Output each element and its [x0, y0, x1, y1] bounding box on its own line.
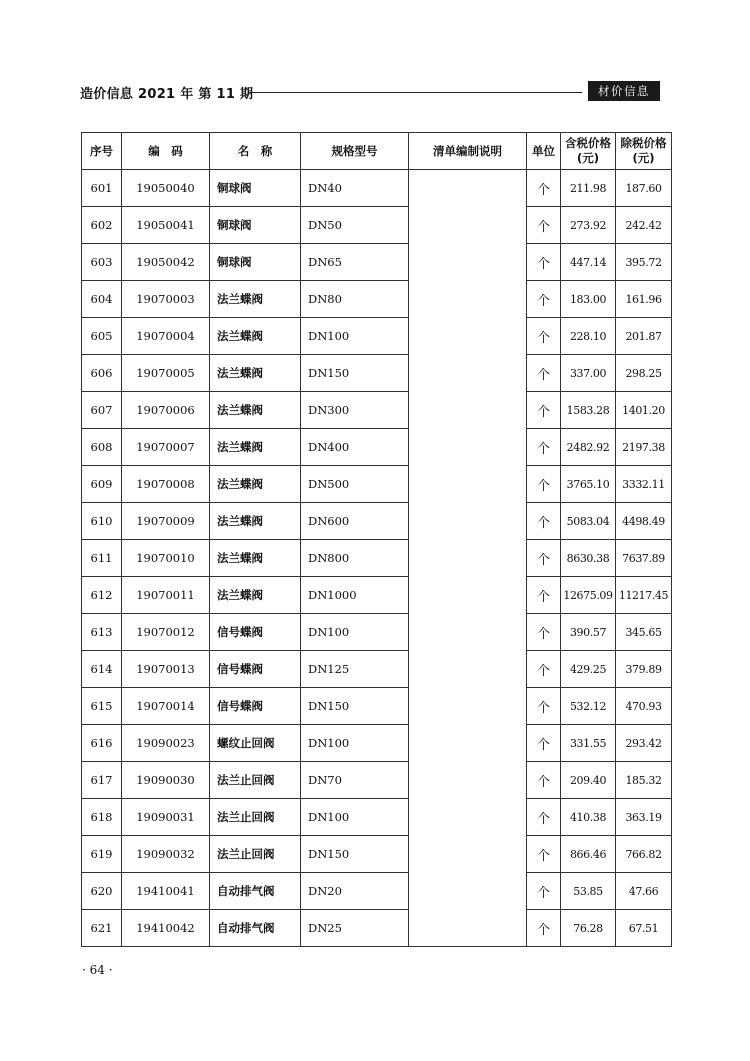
- unit-cell: 个: [527, 466, 561, 503]
- unit-cell: 个: [527, 836, 561, 873]
- price-without-tax-cell: 185.32: [616, 762, 672, 799]
- code-cell: 19090031: [122, 799, 210, 836]
- price-with-tax-cell: 2482.92: [561, 429, 616, 466]
- table-row: [82, 873, 672, 910]
- row-number-cell: 620: [82, 873, 122, 910]
- row-number-cell: 601: [82, 170, 122, 207]
- table-row: [82, 688, 672, 725]
- row-number-cell: 617: [82, 762, 122, 799]
- code-cell: 19070006: [122, 392, 210, 429]
- name-cell: 法兰蝶阀: [210, 540, 301, 577]
- unit-cell: 个: [527, 207, 561, 244]
- price-with-tax-cell: 447.14: [561, 244, 616, 281]
- description-cell: [409, 170, 527, 947]
- col-header-code: 编 码: [122, 133, 210, 170]
- col-header-no: 序号: [82, 133, 122, 170]
- name-cell: 法兰止回阀: [210, 762, 301, 799]
- table-header: [82, 133, 672, 170]
- code-cell: 19410041: [122, 873, 210, 910]
- row-number-cell: 613: [82, 614, 122, 651]
- price-table: [81, 132, 672, 947]
- price-with-tax-cell: 5083.04: [561, 503, 616, 540]
- price-with-tax-cell: 209.40: [561, 762, 616, 799]
- code-cell: 19410042: [122, 910, 210, 947]
- row-number-cell: 608: [82, 429, 122, 466]
- unit-cell: 个: [527, 688, 561, 725]
- spec-cell: DN100: [301, 614, 409, 651]
- name-cell: 法兰蝶阀: [210, 466, 301, 503]
- spec-cell: DN400: [301, 429, 409, 466]
- price-without-tax-cell: 766.82: [616, 836, 672, 873]
- price-with-tax-cell: 12675.09: [561, 577, 616, 614]
- price-with-tax-cell: 183.00: [561, 281, 616, 318]
- name-cell: 法兰止回阀: [210, 836, 301, 873]
- spec-cell: DN500: [301, 466, 409, 503]
- price-with-tax-cell: 273.92: [561, 207, 616, 244]
- unit-cell: 个: [527, 318, 561, 355]
- page-number: · 64 ·: [82, 963, 113, 977]
- unit-cell: 个: [527, 503, 561, 540]
- row-number-cell: 611: [82, 540, 122, 577]
- unit-cell: 个: [527, 392, 561, 429]
- price-without-tax-cell: 11217.45: [616, 577, 672, 614]
- row-number-cell: 607: [82, 392, 122, 429]
- spec-cell: DN150: [301, 836, 409, 873]
- unit-cell: 个: [527, 725, 561, 762]
- name-cell: 信号蝶阀: [210, 614, 301, 651]
- col-header-price-notax: 除税价格(元): [616, 133, 672, 170]
- name-cell: 法兰蝶阀: [210, 318, 301, 355]
- row-number-cell: 610: [82, 503, 122, 540]
- name-cell: 法兰蝶阀: [210, 577, 301, 614]
- table-row: [82, 392, 672, 429]
- row-number-cell: 616: [82, 725, 122, 762]
- price-with-tax-cell: 390.57: [561, 614, 616, 651]
- price-with-tax-cell: 8630.38: [561, 540, 616, 577]
- table-row: [82, 762, 672, 799]
- unit-cell: 个: [527, 281, 561, 318]
- price-with-tax-cell: 331.55: [561, 725, 616, 762]
- price-without-tax-cell: 1401.20: [616, 392, 672, 429]
- spec-cell: DN65: [301, 244, 409, 281]
- name-cell: 法兰蝶阀: [210, 503, 301, 540]
- spec-cell: DN70: [301, 762, 409, 799]
- price-with-tax-cell: 1583.28: [561, 392, 616, 429]
- price-without-tax-cell: 187.60: [616, 170, 672, 207]
- price-without-tax-cell: 4498.49: [616, 503, 672, 540]
- price-without-tax-cell: 2197.38: [616, 429, 672, 466]
- row-number-cell: 609: [82, 466, 122, 503]
- unit-cell: 个: [527, 873, 561, 910]
- spec-cell: DN50: [301, 207, 409, 244]
- table-row: [82, 614, 672, 651]
- table-row: [82, 651, 672, 688]
- price-with-tax-cell: 337.00: [561, 355, 616, 392]
- row-number-cell: 618: [82, 799, 122, 836]
- name-cell: 信号蝶阀: [210, 688, 301, 725]
- code-cell: 19050042: [122, 244, 210, 281]
- table-row: [82, 503, 672, 540]
- price-without-tax-cell: 47.66: [616, 873, 672, 910]
- unit-cell: 个: [527, 614, 561, 651]
- spec-cell: DN600: [301, 503, 409, 540]
- price-without-tax-cell: 161.96: [616, 281, 672, 318]
- spec-cell: DN150: [301, 355, 409, 392]
- code-cell: 19070010: [122, 540, 210, 577]
- col-header-desc: 清单编制说明: [409, 133, 527, 170]
- price-with-tax-cell: 866.46: [561, 836, 616, 873]
- spec-cell: DN25: [301, 910, 409, 947]
- row-number-cell: 612: [82, 577, 122, 614]
- publication-title: 造价信息 2021 年 第 11 期: [80, 87, 254, 102]
- table-row: [82, 355, 672, 392]
- col-header-unit: 单位: [527, 133, 561, 170]
- name-cell: 法兰止回阀: [210, 799, 301, 836]
- name-cell: 螺纹止回阀: [210, 725, 301, 762]
- row-number-cell: 621: [82, 910, 122, 947]
- table-row: [82, 244, 672, 281]
- spec-cell: DN20: [301, 873, 409, 910]
- unit-cell: 个: [527, 429, 561, 466]
- price-without-tax-cell: 470.93: [616, 688, 672, 725]
- section-badge: 材价信息: [588, 81, 660, 101]
- spec-cell: DN125: [301, 651, 409, 688]
- name-cell: 铜球阀: [210, 207, 301, 244]
- name-cell: 信号蝶阀: [210, 651, 301, 688]
- unit-cell: 个: [527, 651, 561, 688]
- code-cell: 19070008: [122, 466, 210, 503]
- header-row: [82, 133, 672, 170]
- code-cell: 19070009: [122, 503, 210, 540]
- code-cell: 19070012: [122, 614, 210, 651]
- code-cell: 19070004: [122, 318, 210, 355]
- code-cell: 19090032: [122, 836, 210, 873]
- price-without-tax-cell: 298.25: [616, 355, 672, 392]
- price-with-tax-cell: 211.98: [561, 170, 616, 207]
- name-cell: 自动排气阀: [210, 873, 301, 910]
- price-without-tax-cell: 3332.11: [616, 466, 672, 503]
- code-cell: 19090030: [122, 762, 210, 799]
- row-number-cell: 603: [82, 244, 122, 281]
- spec-cell: DN300: [301, 392, 409, 429]
- unit-cell: 个: [527, 355, 561, 392]
- spec-cell: DN1000: [301, 577, 409, 614]
- code-cell: 19070007: [122, 429, 210, 466]
- name-cell: 法兰蝶阀: [210, 355, 301, 392]
- row-number-cell: 604: [82, 281, 122, 318]
- row-number-cell: 614: [82, 651, 122, 688]
- table-row: [82, 836, 672, 873]
- row-number-cell: 606: [82, 355, 122, 392]
- code-cell: 19070005: [122, 355, 210, 392]
- unit-cell: 个: [527, 910, 561, 947]
- name-cell: 法兰蝶阀: [210, 281, 301, 318]
- header-rule: [248, 92, 582, 93]
- price-with-tax-cell: 53.85: [561, 873, 616, 910]
- price-without-tax-cell: 345.65: [616, 614, 672, 651]
- col-header-spec: 规格型号: [301, 133, 409, 170]
- price-with-tax-cell: 429.25: [561, 651, 616, 688]
- price-without-tax-cell: 242.42: [616, 207, 672, 244]
- name-cell: 铜球阀: [210, 170, 301, 207]
- name-cell: 自动排气阀: [210, 910, 301, 947]
- code-cell: 19070014: [122, 688, 210, 725]
- code-cell: 19070003: [122, 281, 210, 318]
- row-number-cell: 619: [82, 836, 122, 873]
- table-row: [82, 540, 672, 577]
- spec-cell: DN100: [301, 725, 409, 762]
- code-cell: 19050041: [122, 207, 210, 244]
- unit-cell: 个: [527, 540, 561, 577]
- spec-cell: DN80: [301, 281, 409, 318]
- unit-cell: 个: [527, 577, 561, 614]
- spec-cell: DN40: [301, 170, 409, 207]
- name-cell: 法兰蝶阀: [210, 429, 301, 466]
- row-number-cell: 602: [82, 207, 122, 244]
- unit-cell: 个: [527, 244, 561, 281]
- price-without-tax-cell: 395.72: [616, 244, 672, 281]
- price-without-tax-cell: 379.89: [616, 651, 672, 688]
- price-without-tax-cell: 201.87: [616, 318, 672, 355]
- row-number-cell: 605: [82, 318, 122, 355]
- price-with-tax-cell: 3765.10: [561, 466, 616, 503]
- code-cell: 19070013: [122, 651, 210, 688]
- price-with-tax-cell: 410.38: [561, 799, 616, 836]
- unit-cell: 个: [527, 799, 561, 836]
- unit-cell: 个: [527, 762, 561, 799]
- spec-cell: DN800: [301, 540, 409, 577]
- code-cell: 19070011: [122, 577, 210, 614]
- spec-cell: DN100: [301, 799, 409, 836]
- table-row: [82, 207, 672, 244]
- col-header-price-tax: 含税价格(元): [561, 133, 616, 170]
- table-row: [82, 318, 672, 355]
- price-with-tax-cell: 228.10: [561, 318, 616, 355]
- row-number-cell: 615: [82, 688, 122, 725]
- spec-cell: DN100: [301, 318, 409, 355]
- price-without-tax-cell: 7637.89: [616, 540, 672, 577]
- table-row: [82, 910, 672, 947]
- price-without-tax-cell: 363.19: [616, 799, 672, 836]
- table-row: [82, 170, 672, 207]
- unit-cell: 个: [527, 170, 561, 207]
- table-row: [82, 799, 672, 836]
- page-header: [80, 80, 660, 104]
- spec-cell: DN150: [301, 688, 409, 725]
- price-with-tax-cell: 532.12: [561, 688, 616, 725]
- table-row: [82, 577, 672, 614]
- table-row: [82, 281, 672, 318]
- price-without-tax-cell: 67.51: [616, 910, 672, 947]
- price-without-tax-cell: 293.42: [616, 725, 672, 762]
- code-cell: 19050040: [122, 170, 210, 207]
- code-cell: 19090023: [122, 725, 210, 762]
- table-row: [82, 466, 672, 503]
- col-header-name: 名 称: [210, 133, 301, 170]
- table-row: [82, 429, 672, 466]
- name-cell: 铜球阀: [210, 244, 301, 281]
- name-cell: 法兰蝶阀: [210, 392, 301, 429]
- table-row: [82, 725, 672, 762]
- table-body: [82, 170, 672, 947]
- price-with-tax-cell: 76.28: [561, 910, 616, 947]
